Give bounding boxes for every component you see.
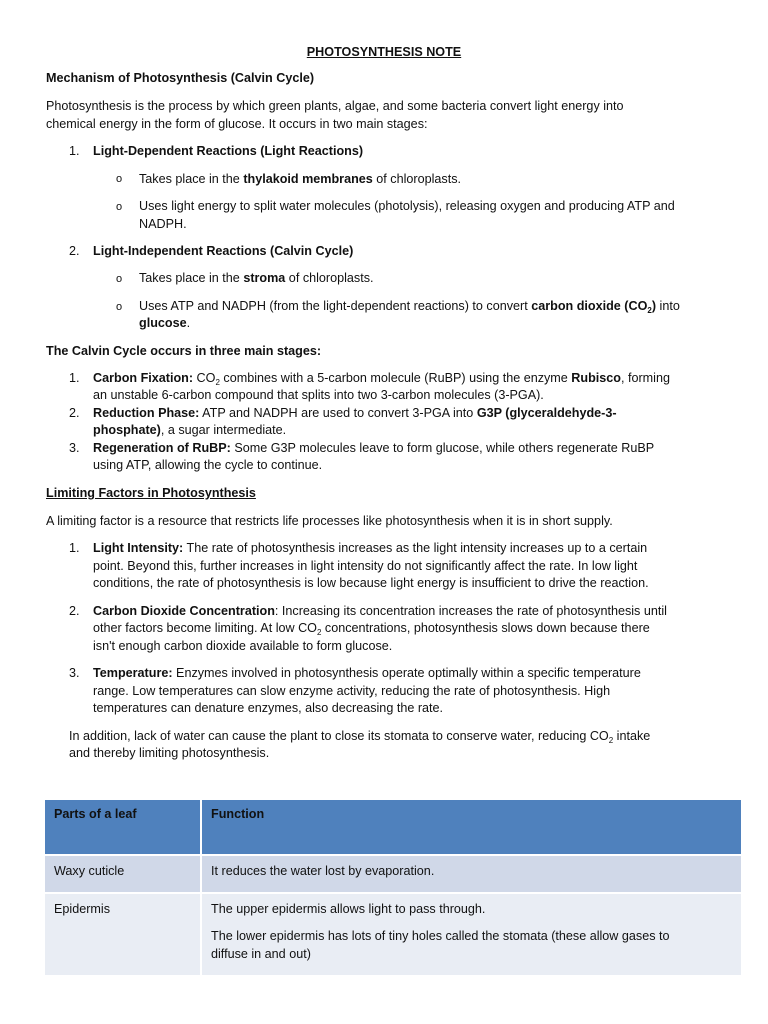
limiting-item-1-number: 1. [69,541,80,555]
function-para-2-line-2: diffuse in and out) [211,946,311,961]
stage-2-bullet-2-line-1: Uses ATP and NADPH (from the light-dependent reactions) to convert carbon dioxide $(CO_2)$ into [139,299,680,315]
stage-1-bullet-2-line-1: Uses light energy to split water molecules (photolysis), releasing oxygen and producing ATP and [139,199,675,213]
stage-1-title: Light-Dependent Reactions (Light Reactions) [93,144,364,158]
bullet-icon: o [116,301,123,313]
stage-2-bullet-1: Takes place in the stroma of chloroplasts. [139,271,374,285]
table-row [45,893,741,975]
calvin-heading: The Calvin Cycle occurs in three main stages: [46,344,322,358]
calvin-item-2-line-1: Reduction Phase: ATP and NADPH are used to convert 3-PGA into G3P (glyceraldehyde-3- [93,406,617,420]
limiting-item-3-line-2: range. Low temperatures can slow enzyme activity, reducing the rate of photosynthesis. High [93,684,611,698]
stage-1-bullet-2-line-2: NADPH. [139,217,187,231]
calvin-item-3-line-1: Regeneration of RuBP: Some G3P molecules leave to form glucose, while others regenerate RuBP [93,441,655,455]
stage-2-number: 2. [69,244,80,258]
table-cell-part: Epidermis [45,893,201,975]
limiting-intro: A limiting factor is a resource that restricts life processes like photosynthesis when it is in short supply. [46,514,613,528]
limiting-item-3-line-1: Temperature: Enzymes involved in photosynthesis operate optimally within a specific temperature [93,666,641,680]
table-header-function: Function [201,800,741,855]
calvin-item-3-number: 3. [69,441,80,455]
limiting-item-1-line-2: point. Beyond this, further increases in light intensity do not significantly affect the rate. In low light [93,559,638,573]
addition-line-2: and thereby limiting photosynthesis. [69,746,270,760]
calvin-item-2-line-2: phosphate), a sugar intermediate. [93,423,287,437]
page-title: PHOTOSYNTHESIS NOTE [306,45,462,59]
table-cell-part: Waxy cuticle [45,855,201,893]
mechanism-heading: Mechanism of Photosynthesis (Calvin Cycle) [46,71,315,85]
calvin-item-2-number: 2. [69,406,80,420]
limiting-item-2-line-2: other factors become limiting. At low $CO_2$ concentrations, photosynthesis slows down because there [93,621,650,637]
stage-2-title: Light-Independent Reactions (Calvin Cycle) [93,244,354,258]
bullet-icon: o [116,201,123,213]
limiting-item-1-line-3: conditions, the rate of photosynthesis is low because light energy is insufficient to drive the reaction. [93,576,649,590]
intro-line-1: Photosynthesis is the process by which green plants, algae, and some bacteria convert light energy into [46,99,624,113]
stage-1-bullet-1: Takes place in the thylakoid membranes of chloroplasts. [139,172,461,186]
leaf-parts-table [45,800,741,975]
addition-line-1: In addition, lack of water can cause the plant to close its stomata to conserve water, reducing $CO_2$ intake [69,729,651,745]
calvin-item-1-line-2: an unstable 6-carbon compound that splits into two 3-carbon molecules (3-PGA). [93,388,544,402]
table-row [45,855,741,893]
stage-1-number: 1. [69,144,80,158]
bullet-icon: o [116,273,123,285]
bullet-icon: o [116,173,123,185]
table-header-row [45,800,741,855]
function-para-1: The upper epidermis allows light to pass through. [211,902,486,916]
calvin-item-3-line-2: using ATP, allowing the cycle to continue. [93,458,323,472]
limiting-item-1-line-1: Light Intensity: The rate of photosynthesis increases as the light intensity increases up to a certain [93,541,648,555]
function-para-2-line-1: The lower epidermis has lots of tiny holes called the stomata (these allow gases to [211,929,670,944]
limiting-item-3-line-3: temperatures can denature enzymes, also decreasing the rate. [93,701,444,715]
calvin-item-1-number: 1. [69,371,80,385]
limiting-item-2-line-1: Carbon Dioxide Concentration: Increasing its concentration increases the rate of photosynthesis until [93,604,667,618]
table-header-parts: Parts of a leaf [45,800,201,855]
stage-2-bullet-2-line-2: glucose. [139,316,191,330]
limiting-item-2-line-3: isn't enough carbon dioxide available to form glucose. [93,639,393,653]
limiting-item-2-number: 2. [69,604,80,618]
intro-line-2: chemical energy in the form of glucose. It occurs in two main stages: [46,117,428,131]
limiting-heading: Limiting Factors in Photosynthesis [46,486,256,500]
table-cell-function [201,893,741,975]
table-cell-function: It reduces the water lost by evaporation. [201,855,741,893]
calvin-item-1-line-1: Carbon Fixation: $CO_2$ combines with a 5-carbon molecule (RuBP) using the enzyme Rubisco, forming [93,371,670,387]
limiting-item-3-number: 3. [69,666,80,680]
